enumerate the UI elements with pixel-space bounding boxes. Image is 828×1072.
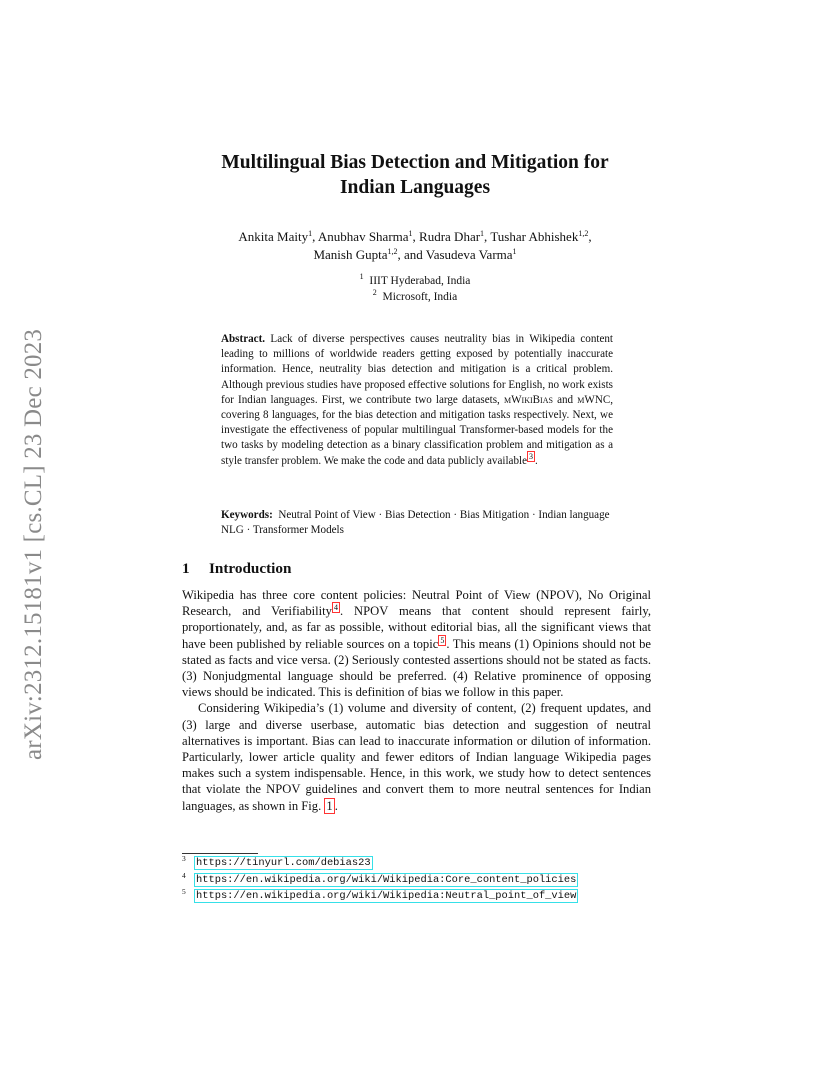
author-separator: , [412, 229, 420, 244]
paper-title [160, 150, 670, 200]
paragraph-text: . NPOV means that content should represent fairly, proportionately, and, as far as possible, without editorial bias, all the significant views that have been published by reliable sources on a topic [182, 604, 651, 651]
affiliation-1 [220, 274, 610, 290]
figure-ref-link[interactable]: 1 [326, 798, 333, 813]
affiliation-2 [220, 287, 610, 306]
author-name: Rudra Dhar [419, 229, 481, 244]
dataset-name-mwnc: mWNC [577, 393, 611, 406]
keywords-label: Keywords: [221, 509, 273, 521]
paragraph-text: Considering Wikipedia’s (1) volume and diversity of content, (2) frequent updates, and (3) large and diverse userbase, automatic bias detection and suggestion of neutral alternatives is important. Bias can lead to inaccurate information or dilution of information. Particularly, lower article quality and fewer editors of Indian language Wikipedia pages makes such a system indispensable. Hence, in this work, we study how to detect sentences that violate the NPOV guidelines and convert them to more neutral sentences for Indian languages, as shown in Fig. [182, 701, 651, 813]
affiliation-name: IIIT Hyderabad, India [369, 275, 471, 287]
footnote-item: 5 https://en.wikipedia.org/wiki/Wikipedia:Neutral_point_of_view [182, 887, 577, 903]
abstract-text: and [557, 393, 574, 406]
paragraph [182, 700, 651, 813]
author-name: Anubhav Sharma [317, 229, 409, 244]
paragraph-text: . This means (1) Opinions should not be stated as facts and vice versa. (2) Seriously contested assertions should not be stated as facts. (3) Nonjudgmental language should be preferred. (4) Relative prominence of opposing views should be indicated. This is definition of bias we follow in this paper. [182, 636, 651, 700]
footnotes [182, 855, 651, 905]
footnote-url-link[interactable]: https://en.wikipedia.org/wiki/Wikipedia:Neutral_point_of_view [196, 890, 577, 903]
footnote-item: 3 https://tinyurl.com/debias23 [182, 854, 371, 869]
abstract-text: , covering 8 languages, for the bias detection and mitigation tasks respectively. Next, we investigate the effectiveness of popular multilingual Transformer-based models for the two tasks by modeling detection as a binary classification problem and mitigation as a style transfer problem. We make the code and data publicly available [221, 393, 614, 467]
section-heading [182, 560, 482, 578]
author-affil-marker: 1 [480, 229, 485, 238]
abstract-text: Lack of diverse perspectives causes neutrality bias in Wikipedia content leading to millions of worldwide readers getting exposed by potentially inaccurate information. Hence, neutrality bias detection and mitigation is a critical problem. Although previous studies have proposed effective solutions for English, no work exists for Indian languages. First, we contribute two large datasets, [221, 333, 613, 406]
author-affil-marker: 1 [512, 247, 517, 256]
section-title: Introduction [209, 560, 292, 577]
author-separator: , [484, 229, 491, 244]
abstract-text: . [535, 454, 538, 467]
author-affil-marker: 1 [408, 229, 413, 238]
footnote-item: 4 https://en.wikipedia.org/wiki/Wikipedia:Core_content_policies [182, 870, 577, 886]
title-line-2: Indian Languages [339, 177, 491, 198]
author-name: Vasudeva Varma [425, 247, 513, 262]
paragraph-text: . [334, 798, 338, 813]
author-name: Manish Gupta [313, 247, 388, 262]
footnote-ref-link[interactable]: 4 [333, 603, 338, 613]
author-separator: , [312, 229, 318, 244]
author-affil-marker: 1,2 [387, 247, 398, 256]
keywords-text: Neutral Point of View · Bias Detection · Bias Mitigation · Indian language NLG · Transformer Models [221, 509, 610, 537]
paragraph [182, 587, 651, 700]
arxiv-identifier-stamp: arXiv:2312.15181v1 [cs.CL] 23 Dec 2023 [20, 328, 47, 760]
abstract-label: Abstract. [221, 333, 266, 345]
dataset-name-mwikibias: mWikiBias [503, 393, 553, 406]
affiliation-marker: 1 [359, 272, 364, 281]
keywords [221, 508, 613, 538]
introduction-body [182, 587, 651, 814]
author-name: Tushar Abhishek [490, 229, 579, 244]
author-separator: , and [397, 247, 426, 262]
author-affil-marker: 1 [308, 229, 313, 238]
footnote-url-link[interactable]: https://tinyurl.com/debias23 [196, 857, 371, 869]
affiliation-marker: 2 [372, 287, 377, 297]
abstract [221, 332, 613, 469]
affiliation-name: Microsoft, India [382, 290, 458, 303]
author-name: Ankita Maity [238, 229, 309, 244]
footnote-url-link[interactable]: https://en.wikipedia.org/wiki/Wikipedia:Core_content_policies [196, 873, 577, 886]
title-line-1: Multilingual Bias Detection and Mitigation for [221, 152, 609, 173]
author-affil-marker: 1,2 [578, 229, 589, 238]
footnote-divider [182, 853, 258, 854]
section-number: 1 [182, 560, 190, 577]
author-list: Ankita Maity$^1$, Anubhav Sharma$^1$, Rudra Dhar$^1$, Tushar Abhishek$^{1,2}$, Manish Gupta$^{1,2}$, and Vasudeva Varma$^1$ [238, 229, 592, 262]
footnote-ref-link[interactable]: 3 [529, 451, 534, 461]
affiliations [220, 274, 610, 305]
footnote-ref-link[interactable]: 5 [440, 635, 445, 645]
paragraph-text: Wikipedia has three core content policies: Neutral Point of View (NPOV), No Original Research, and Verifiability [182, 588, 651, 619]
